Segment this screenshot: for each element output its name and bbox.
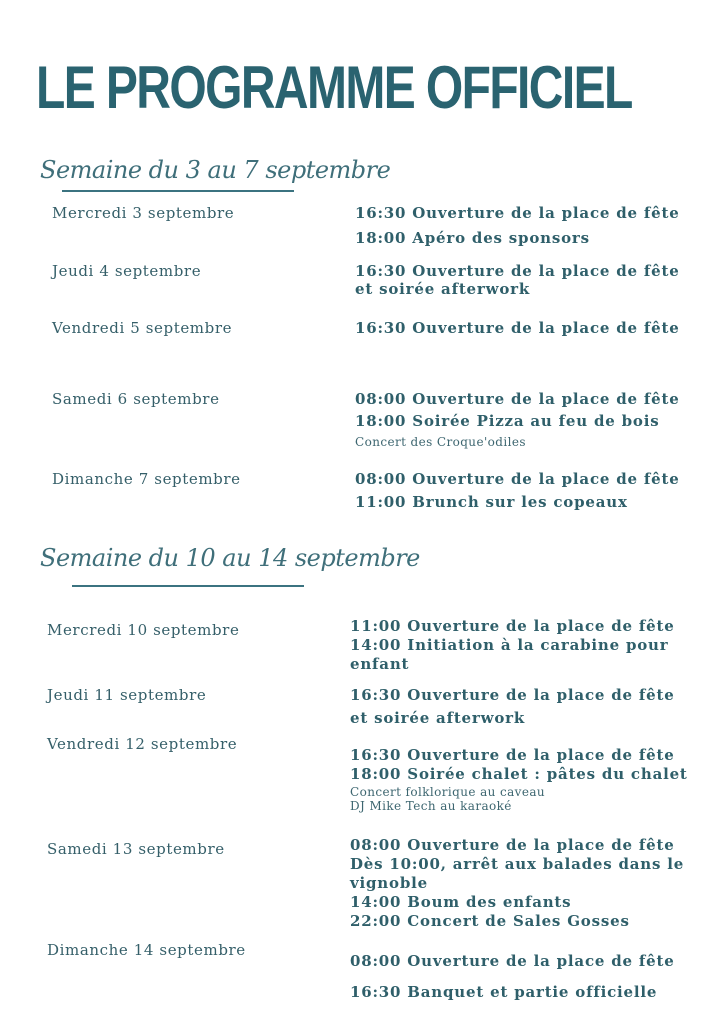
day-samedi-13: Samedi 13 septembre bbox=[47, 840, 225, 858]
event-item: 16:30 Ouverture de la place de fête bbox=[355, 319, 680, 337]
event-item: 08:00 Ouverture de la place de fête bbox=[350, 836, 675, 854]
day-dimanche-7: Dimanche 7 septembre bbox=[52, 470, 241, 488]
event-item: 08:00 Ouverture de la place de fête bbox=[355, 390, 680, 408]
day-vendredi-12: Vendredi 12 septembre bbox=[47, 735, 238, 753]
day-samedi-6: Samedi 6 septembre bbox=[52, 390, 220, 408]
event-note: DJ Mike Tech au karaoké bbox=[350, 799, 512, 813]
page-title: LE PROGRAMME OFFICIEL bbox=[36, 54, 632, 121]
event-item: 18:00 Soirée chalet : pâtes du chalet bbox=[350, 765, 688, 783]
day-mercredi-3: Mercredi 3 septembre bbox=[52, 204, 235, 222]
event-item: Dès 10:00, arrêt aux balades dans le bbox=[350, 855, 685, 873]
event-item: et soirée afterwork bbox=[350, 709, 526, 727]
event-item: 16:30 Ouverture de la place de fête bbox=[350, 686, 675, 704]
day-vendredi-5: Vendredi 5 septembre bbox=[52, 319, 233, 337]
event-item: 08:00 Ouverture de la place de fête bbox=[355, 470, 680, 488]
event-item: 11:00 Brunch sur les copeaux bbox=[355, 493, 628, 511]
event-item: et soirée afterwork bbox=[355, 280, 531, 298]
day-dimanche-14: Dimanche 14 septembre bbox=[47, 941, 246, 959]
event-item: 14:00 Initiation à la carabine pour bbox=[350, 636, 669, 654]
week-2-heading: Semaine du 10 au 14 septembre bbox=[40, 544, 420, 572]
event-item: 16:30 Ouverture de la place de fête bbox=[350, 746, 675, 764]
event-item: 22:00 Concert de Sales Gosses bbox=[350, 912, 630, 930]
event-item: 18:00 Apéro des sponsors bbox=[355, 229, 590, 247]
event-item: 16:30 Ouverture de la place de fête bbox=[355, 262, 680, 280]
event-item: vignoble bbox=[350, 874, 428, 892]
event-item: enfant bbox=[350, 655, 410, 673]
event-item: 14:00 Boum des enfants bbox=[350, 893, 572, 911]
day-jeudi-4: Jeudi 4 septembre bbox=[52, 262, 202, 280]
event-item: 16:30 Banquet et partie officielle bbox=[350, 983, 658, 1001]
event-note: Concert des Croque'odiles bbox=[355, 435, 526, 449]
event-item: 16:30 Ouverture de la place de fête bbox=[355, 204, 680, 222]
event-item: 18:00 Soirée Pizza au feu de bois bbox=[355, 412, 660, 430]
day-jeudi-11: Jeudi 11 septembre bbox=[47, 686, 207, 704]
week-1-heading: Semaine du 3 au 7 septembre bbox=[40, 156, 391, 184]
event-item: 08:00 Ouverture de la place de fête bbox=[350, 952, 675, 970]
event-item: 11:00 Ouverture de la place de fête bbox=[350, 617, 675, 635]
week-1-underline bbox=[62, 190, 294, 192]
week-2-underline bbox=[72, 585, 304, 587]
event-note: Concert folklorique au caveau bbox=[350, 785, 546, 799]
day-mercredi-10: Mercredi 10 septembre bbox=[47, 621, 240, 639]
